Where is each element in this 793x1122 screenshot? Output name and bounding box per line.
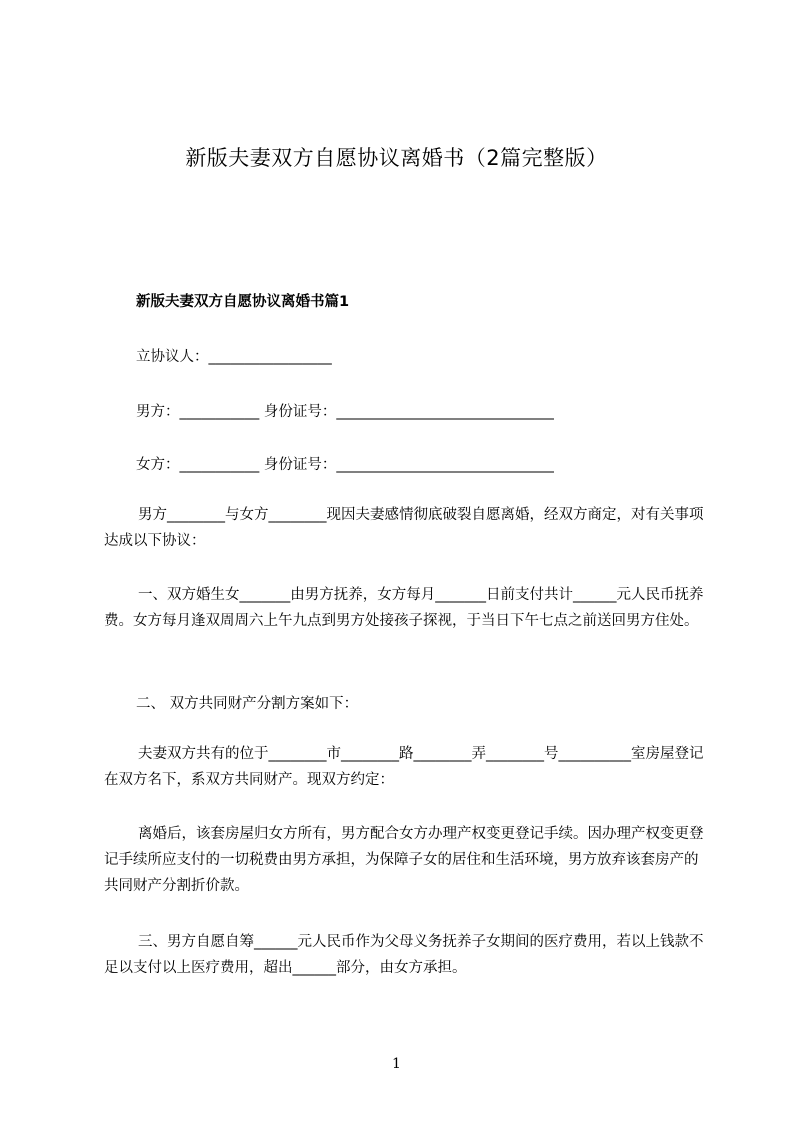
- intro-paragraph: 男方________与女方________现因夫妻感情彻底破裂自愿离婚，经双方商定，对有关事项达成以下协议：: [104, 507, 704, 549]
- document-title: 新版夫妻双方自愿协议离婚书（2篇完整版）: [185, 146, 608, 170]
- clause-3-paragraph: 三、男方自愿自筹______元人民币作为父母义务抚养子女期间的医疗费用，若以上钱款不足以支付以上医疗费用，超出______部分，由女方承担。: [104, 934, 704, 976]
- party-line: 立协议人：_________________: [136, 349, 332, 365]
- section-heading: 新版夫妻双方自愿协议离婚书篇1: [136, 294, 350, 310]
- clause-1-paragraph: 一、双方婚生女_______由男方抚养，女方每月_______日前支付共计______元人民币抚养费。女方每月逢双周周六上午九点到男方处接孩子探视，于当日下午七点之前送回男方住处。: [104, 587, 704, 629]
- clause-2-paragraph: 夫妻双方共有的位于________市________路________弄________号__________室房屋登记在双方名下，系双方共同财产。现双方约定：: [104, 746, 704, 788]
- page-number: 1: [392, 1056, 401, 1072]
- clause-2-detail-paragraph: 离婚后，该套房屋归女方所有，男方配合女方办理产权变更登记手续。因办理产权变更登记手续所应支付的一切税费由男方承担，为保障子女的居住和生活环境，男方放弃该套房产的共同财产分割折价款。: [104, 826, 704, 894]
- clause-2-heading: 二、 双方共同财产分割方案如下：: [136, 696, 359, 712]
- male-party-line: 男方：___________ 身份证号：______________________________: [136, 404, 554, 420]
- female-party-line: 女方：___________ 身份证号：______________________________: [136, 457, 554, 473]
